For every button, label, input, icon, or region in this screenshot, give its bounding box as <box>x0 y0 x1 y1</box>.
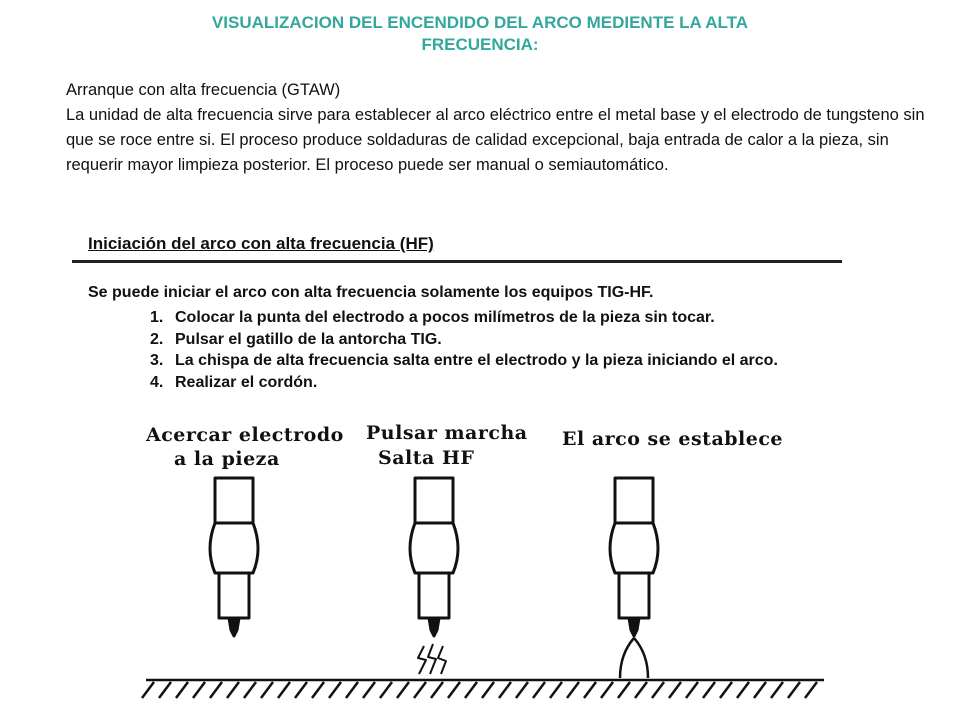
hatch-mark <box>448 682 460 698</box>
hf-spark-icon <box>418 644 446 674</box>
hatch-mark <box>210 682 222 698</box>
hatch-mark <box>703 682 715 698</box>
hatch-mark <box>601 682 613 698</box>
hatch-mark <box>261 682 273 698</box>
hatch-mark <box>193 682 205 698</box>
hatch-mark <box>635 682 647 698</box>
step-item: 4. Realizar el cordón. <box>150 373 318 391</box>
hatch-mark <box>176 682 188 698</box>
hatch-mark <box>363 682 375 698</box>
hatch-mark <box>550 682 562 698</box>
hatch-mark <box>312 682 324 698</box>
hatch-mark <box>567 682 579 698</box>
torch-diagram <box>72 226 842 708</box>
hatch-mark <box>465 682 477 698</box>
hatch-mark <box>754 682 766 698</box>
figure-lead-text: Se puede iniciar el arco con alta frecuencia solamente los equipos TIG-HF. <box>88 284 654 301</box>
page-title <box>130 12 830 56</box>
hatch-mark <box>737 682 749 698</box>
hatch-mark <box>227 682 239 698</box>
page-title-line-1: VISUALIZACION DEL ENCENDIDO DEL ARCO MEDIENTE LA ALTA <box>211 13 749 32</box>
hatch-mark <box>669 682 681 698</box>
hatch-mark <box>414 682 426 698</box>
hatch-mark <box>771 682 783 698</box>
hatch-mark <box>482 682 494 698</box>
hatch-mark <box>652 682 664 698</box>
step-item: 2. Pulsar el gatillo de la antorcha TIG. <box>150 330 442 348</box>
hatch-mark <box>618 682 630 698</box>
hatch-mark <box>295 682 307 698</box>
hatch-mark <box>329 682 341 698</box>
figure-heading: Iniciación del arco con alta frecuencia (HF) <box>88 234 434 253</box>
caption-approach-line-2: a la pieza <box>174 448 280 470</box>
hatch-mark <box>278 682 290 698</box>
intro-text <box>66 78 926 178</box>
step-item: 3. La chispa de alta frecuencia salta entre el electrodo y la pieza iniciando el arco. <box>150 352 778 369</box>
hatch-mark <box>244 682 256 698</box>
torch-1-icon <box>210 478 258 636</box>
welding-arc-icon <box>620 638 648 678</box>
hatch-mark <box>805 682 817 698</box>
caption-approach-line-1: Acercar electrodo <box>146 424 344 446</box>
caption-press-line-1: Pulsar marcha <box>366 422 528 444</box>
intro-heading: Arranque con alta frecuencia (GTAW) <box>66 81 341 99</box>
hatch-mark <box>584 682 596 698</box>
torch-3-icon <box>610 478 658 636</box>
hatch-mark <box>142 682 154 698</box>
step-item: 1. Colocar la punta del electrodo a pocos milímetros de la pieza sin tocar. <box>150 309 715 326</box>
hatch-mark <box>516 682 528 698</box>
hatch-mark <box>533 682 545 698</box>
hatch-mark <box>686 682 698 698</box>
hatch-mark <box>380 682 392 698</box>
caption-press-line-2: Salta HF <box>378 447 475 469</box>
hatch-mark <box>499 682 511 698</box>
hatch-mark <box>397 682 409 698</box>
torch-2-icon <box>410 478 458 636</box>
hatch-mark <box>720 682 732 698</box>
hatch-mark <box>431 682 443 698</box>
hatch-mark <box>788 682 800 698</box>
hf-arc-figure <box>72 226 842 708</box>
page-title-line-2: FRECUENCIA: <box>421 35 539 54</box>
caption-arc-line-1: El arco se establece <box>562 428 784 450</box>
hatch-mark <box>159 682 171 698</box>
intro-body: La unidad de alta frecuencia sirve para establecer al arco eléctrico entre el metal base y el electrodo de tungsteno sin que se roce entre si. El proceso produce soldaduras de calidad excepcional, baja entrada de calor a la pieza, sin requerir mayor limpieza posterior. El proceso puede ser manual o semiautomático. <box>66 106 925 174</box>
hatch-mark <box>346 682 358 698</box>
base-metal-workpiece <box>142 680 824 698</box>
